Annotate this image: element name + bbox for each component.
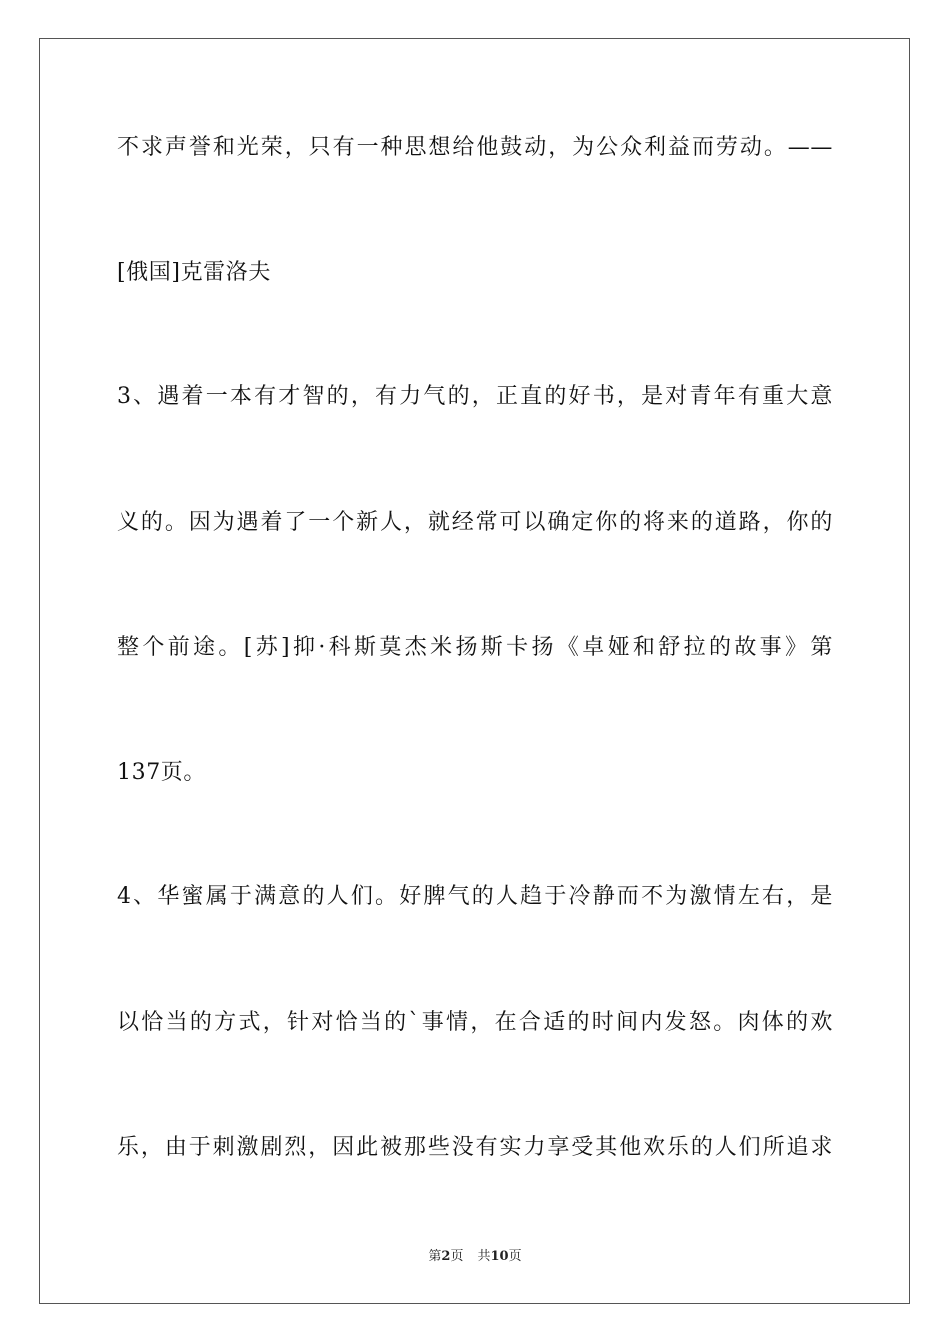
body-line-6: 137页。 — [117, 760, 206, 785]
body-line-2: [俄国]克雷洛夫 — [117, 260, 271, 285]
body-line-7: 4、华蜜属于满意的人们。好脾气的人趋于冷静而不为激情左右，是 — [117, 884, 833, 909]
page-footer — [0, 1249, 950, 1265]
page-prefix: 第 — [428, 1249, 442, 1264]
body-line-9: 乐，由于刺激剧烈，因此被那些没有实力享受其他欢乐的人们所追求 — [117, 1135, 833, 1160]
page-border — [39, 38, 910, 1304]
body-line-5: 整个前途。[苏]抑·科斯莫杰米扬斯卡扬《卓娅和舒拉的故事》第 — [117, 635, 833, 660]
total-prefix: 共 — [477, 1249, 491, 1264]
page-suffix: 页 — [450, 1249, 464, 1264]
body-line-4: 义的。因为遇着了一个新人，就经常可以确定你的将来的道路，你的 — [117, 510, 833, 535]
body-line-8: 以恰当的方式，针对恰当的`事情，在合适的时间内发怒。肉体的欢 — [117, 1010, 833, 1035]
total-suffix: 页 — [508, 1249, 522, 1264]
total-pages: 10 — [490, 1249, 509, 1264]
body-line-3: 3、遇着一本有才智的，有力气的，正直的好书，是对青年有重大意 — [117, 384, 833, 409]
page-number: 2 — [441, 1249, 451, 1264]
body-line-1: 不求声誉和光荣，只有一种思想给他鼓动，为公众利益而劳动。—— — [117, 135, 833, 160]
